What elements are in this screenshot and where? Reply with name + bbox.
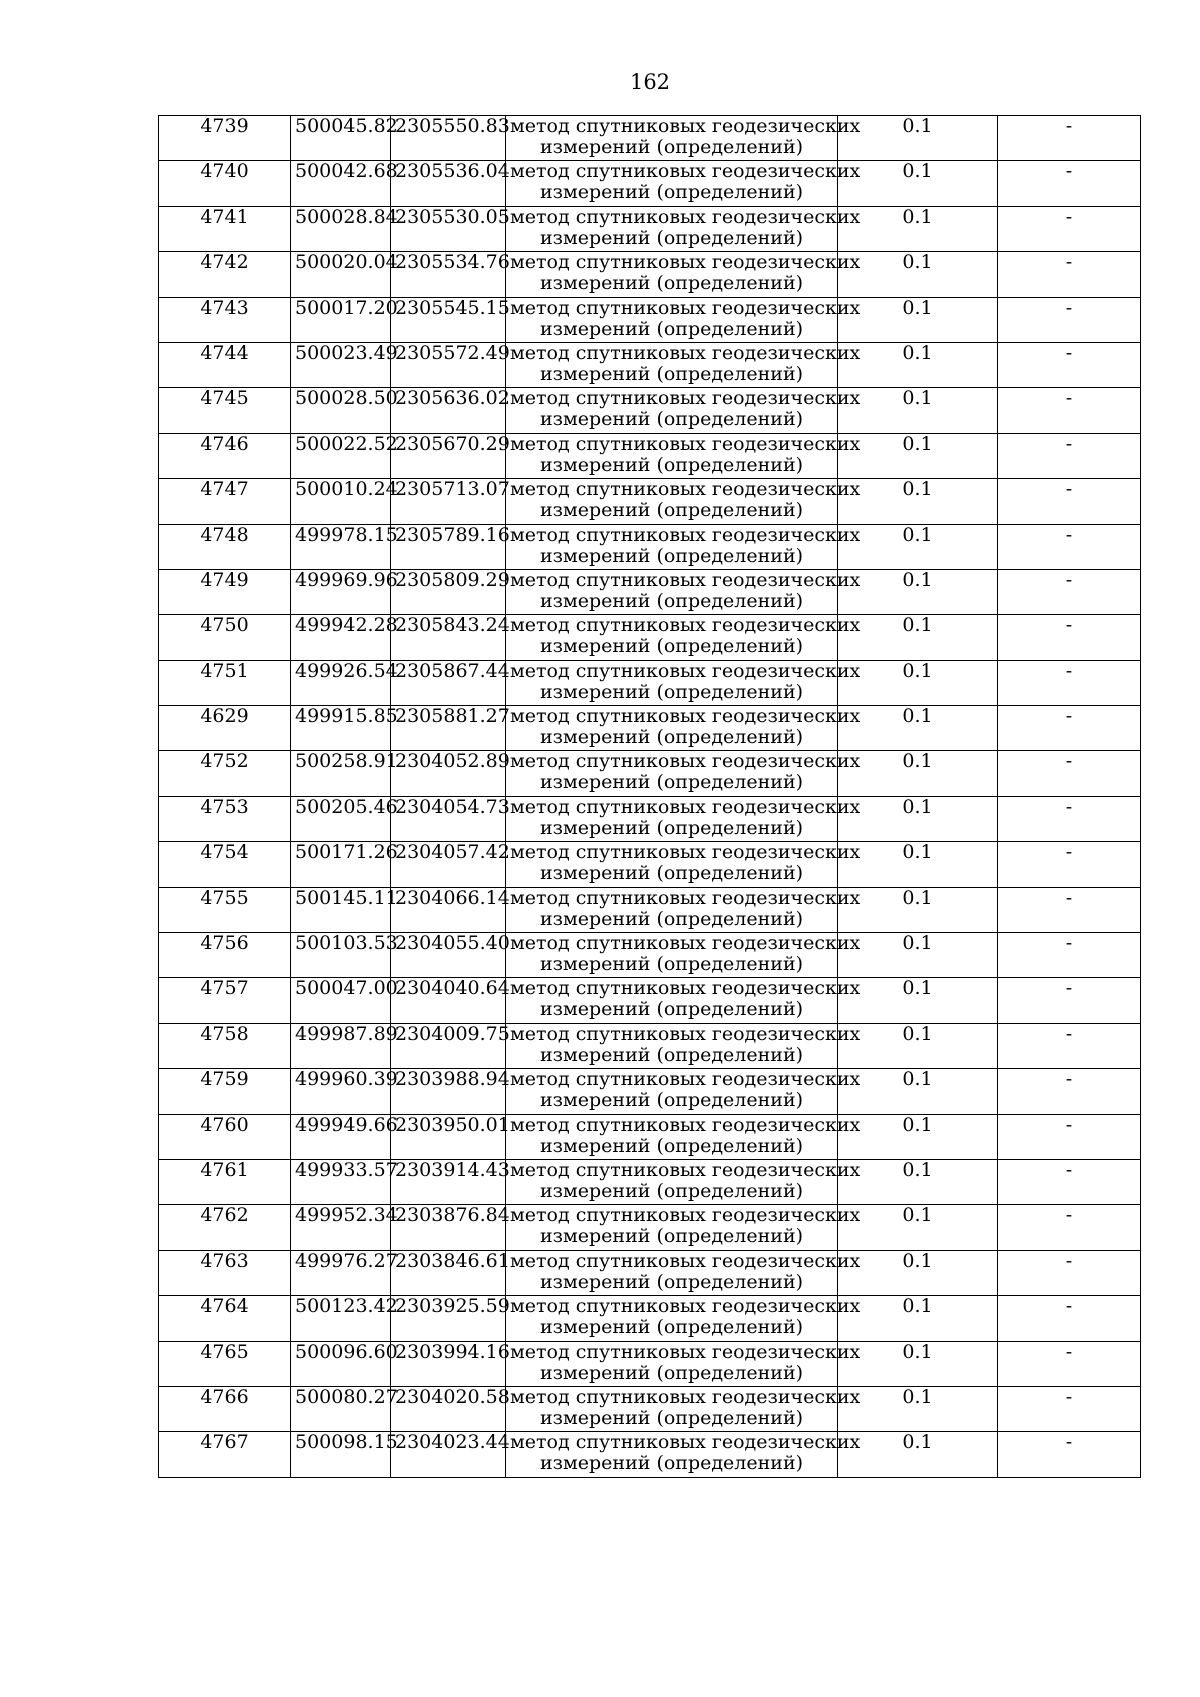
accuracy-cell: 0.1 <box>838 706 998 751</box>
page-number: 162 <box>629 70 671 94</box>
x-coordinate-cell: 500080.27 <box>291 1386 391 1431</box>
x-coordinate-cell: 499987.89 <box>291 1023 391 1068</box>
method-cell <box>506 341 861 387</box>
accuracy-cell: 0.1 <box>838 1250 998 1295</box>
method-line-2: измерений (определений) <box>539 907 804 930</box>
accuracy-cell: 0.1 <box>838 388 998 433</box>
table-row <box>159 933 1141 978</box>
method-cell <box>506 160 861 206</box>
x-coordinate-cell: 500098.15 <box>291 1432 391 1477</box>
method-line-2: измерений (определений) <box>539 317 804 340</box>
method-line-1: метод спутниковых геодезических <box>510 705 861 728</box>
method-line-2: измерений (определений) <box>539 771 804 794</box>
note-cell: - <box>998 1296 1141 1341</box>
method-cell <box>506 523 861 569</box>
x-coordinate-cell: 499960.39 <box>291 1069 391 1114</box>
x-coordinate-cell: 500171.26 <box>291 842 391 887</box>
method-line-1: метод спутниковых геодезических <box>510 1022 861 1045</box>
method-cell <box>506 750 861 796</box>
note-cell: - <box>998 433 1141 478</box>
point-number-cell: 4751 <box>159 660 291 705</box>
note-cell: - <box>998 751 1141 796</box>
method-line-2: измерений (определений) <box>539 1089 804 1112</box>
method-line-1: метод спутниковых геодезических <box>510 1295 861 1318</box>
y-coordinate-cell: 2304020.58 <box>391 1386 506 1431</box>
accuracy-cell: 0.1 <box>838 297 998 342</box>
table-row <box>159 796 1141 841</box>
method-cell <box>506 659 861 705</box>
x-coordinate-cell: 500123.42 <box>291 1296 391 1341</box>
note-cell: - <box>998 1205 1141 1250</box>
note-cell: - <box>998 1114 1141 1159</box>
y-coordinate-cell: 2305881.27 <box>391 706 506 751</box>
accuracy-cell: 0.1 <box>838 161 998 206</box>
method-line-1: метод спутниковых геодезических <box>510 932 861 955</box>
method-line-1: метод спутниковых геодезических <box>510 568 861 591</box>
table-row <box>159 342 1141 387</box>
method-cell <box>506 1249 861 1295</box>
x-coordinate-cell: 499978.15 <box>291 524 391 569</box>
table-row <box>159 569 1141 614</box>
point-number-cell: 4758 <box>159 1023 291 1068</box>
method-line-2: измерений (определений) <box>539 953 804 976</box>
point-number-cell: 4744 <box>159 342 291 387</box>
accuracy-cell: 0.1 <box>838 524 998 569</box>
accuracy-cell: 0.1 <box>838 1023 998 1068</box>
x-coordinate-cell: 499915.85 <box>291 706 391 751</box>
method-line-1: метод спутниковых геодезических <box>510 251 861 274</box>
note-cell: - <box>998 252 1141 297</box>
y-coordinate-cell: 2305636.02 <box>391 388 506 433</box>
note-cell: - <box>998 1069 1141 1114</box>
method-line-2: измерений (определений) <box>539 1452 804 1475</box>
note-cell: - <box>998 1023 1141 1068</box>
note-cell: - <box>998 479 1141 524</box>
method-line-2: измерений (определений) <box>539 408 804 431</box>
note-cell: - <box>998 1386 1141 1431</box>
method-line-1: метод спутниковых геодезических <box>510 1158 861 1181</box>
accuracy-cell: 0.1 <box>838 978 998 1023</box>
table-row <box>159 1296 1141 1341</box>
table-row <box>159 615 1141 660</box>
y-coordinate-cell: 2305789.16 <box>391 524 506 569</box>
note-cell: - <box>998 1250 1141 1295</box>
table-row <box>159 1159 1141 1204</box>
point-number-cell: 4741 <box>159 206 291 251</box>
point-number-cell: 4765 <box>159 1341 291 1386</box>
note-cell: - <box>998 161 1141 206</box>
accuracy-cell: 0.1 <box>838 252 998 297</box>
note-cell: - <box>998 615 1141 660</box>
y-coordinate-cell: 2305867.44 <box>391 660 506 705</box>
method-line-2: измерений (определений) <box>539 136 804 158</box>
point-number-cell: 4757 <box>159 978 291 1023</box>
point-number-cell: 4748 <box>159 524 291 569</box>
method-line-1: метод спутниковых геодезических <box>510 977 861 1000</box>
method-line-2: измерений (определений) <box>539 1406 804 1429</box>
x-coordinate-cell: 499926.54 <box>291 660 391 705</box>
y-coordinate-cell: 2303876.84 <box>391 1205 506 1250</box>
method-cell <box>506 1068 861 1114</box>
method-line-1: метод спутниковых геодезических <box>510 1385 861 1408</box>
x-coordinate-cell: 500042.68 <box>291 161 391 206</box>
point-number-cell: 4760 <box>159 1114 291 1159</box>
method-line-2: измерений (определений) <box>539 862 804 885</box>
table-row <box>159 116 1141 161</box>
method-cell <box>506 614 861 660</box>
y-coordinate-cell: 2305809.29 <box>391 569 506 614</box>
method-cell <box>506 886 861 932</box>
method-cell <box>506 387 861 433</box>
method-line-2: измерений (определений) <box>539 1270 804 1293</box>
point-number-cell: 4629 <box>159 706 291 751</box>
x-coordinate-cell: 500047.00 <box>291 978 391 1023</box>
point-number-cell: 4754 <box>159 842 291 887</box>
method-line-1: метод спутниковых геодезических <box>510 341 861 364</box>
table-row <box>159 524 1141 569</box>
point-number-cell: 4752 <box>159 751 291 796</box>
x-coordinate-cell: 500017.20 <box>291 297 391 342</box>
table-row <box>159 887 1141 932</box>
y-coordinate-cell: 2305545.15 <box>391 297 506 342</box>
note-cell: - <box>998 342 1141 387</box>
method-cell <box>506 977 861 1023</box>
method-line-1: метод спутниковых геодезических <box>510 432 861 455</box>
accuracy-cell: 0.1 <box>838 206 998 251</box>
y-coordinate-cell: 2304023.44 <box>391 1432 506 1477</box>
table-row <box>159 206 1141 251</box>
accuracy-cell: 0.1 <box>838 479 998 524</box>
accuracy-cell: 0.1 <box>838 342 998 387</box>
table-row <box>159 252 1141 297</box>
table-row <box>159 1205 1141 1250</box>
method-line-2: измерений (определений) <box>539 680 804 703</box>
point-number-cell: 4746 <box>159 433 291 478</box>
table-row <box>159 1341 1141 1386</box>
x-coordinate-cell: 500258.91 <box>291 751 391 796</box>
method-line-1: метод спутниковых геодезических <box>510 1249 861 1272</box>
y-coordinate-cell: 2305534.76 <box>391 252 506 297</box>
method-line-2: измерений (определений) <box>539 1043 804 1066</box>
note-cell: - <box>998 1341 1141 1386</box>
method-line-1: метод спутниковых геодезических <box>510 841 861 864</box>
method-cell <box>506 1295 861 1341</box>
accuracy-cell: 0.1 <box>838 1205 998 1250</box>
method-cell <box>506 1204 861 1250</box>
method-line-2: измерений (определений) <box>539 1361 804 1384</box>
note-cell: - <box>998 1159 1141 1204</box>
method-cell <box>506 1158 861 1204</box>
table-row <box>159 751 1141 796</box>
point-number-cell: 4743 <box>159 297 291 342</box>
note-cell: - <box>998 933 1141 978</box>
method-cell <box>506 115 861 161</box>
method-cell <box>506 841 861 887</box>
x-coordinate-cell: 500022.52 <box>291 433 391 478</box>
accuracy-cell: 0.1 <box>838 569 998 614</box>
point-number-cell: 4762 <box>159 1205 291 1250</box>
accuracy-cell: 0.1 <box>838 1432 998 1477</box>
method-line-2: измерений (определений) <box>539 1225 804 1248</box>
point-number-cell: 4742 <box>159 252 291 297</box>
method-line-1: метод спутниковых геодезических <box>510 1340 861 1363</box>
y-coordinate-cell: 2303846.61 <box>391 1250 506 1295</box>
accuracy-cell: 0.1 <box>838 433 998 478</box>
note-cell: - <box>998 116 1141 161</box>
point-number-cell: 4759 <box>159 1069 291 1114</box>
method-cell <box>506 1431 861 1477</box>
note-cell: - <box>998 206 1141 251</box>
y-coordinate-cell: 2303994.16 <box>391 1341 506 1386</box>
table-row <box>159 433 1141 478</box>
point-number-cell: 4745 <box>159 388 291 433</box>
table-row <box>159 660 1141 705</box>
method-line-1: метод спутниковых геодезических <box>510 160 861 183</box>
y-coordinate-cell: 2303914.43 <box>391 1159 506 1204</box>
point-number-cell: 4749 <box>159 569 291 614</box>
method-cell <box>506 932 861 978</box>
x-coordinate-cell: 499933.57 <box>291 1159 391 1204</box>
point-number-cell: 4756 <box>159 933 291 978</box>
accuracy-cell: 0.1 <box>838 1341 998 1386</box>
method-cell <box>506 568 861 614</box>
method-line-2: измерений (определений) <box>539 499 804 522</box>
x-coordinate-cell: 499976.27 <box>291 1250 391 1295</box>
method-line-1: метод спутниковых геодезических <box>510 886 861 909</box>
x-coordinate-cell: 499949.66 <box>291 1114 391 1159</box>
note-cell: - <box>998 842 1141 887</box>
method-line-1: метод спутниковых геодезических <box>510 205 861 228</box>
y-coordinate-cell: 2304057.42 <box>391 842 506 887</box>
x-coordinate-cell: 500045.82 <box>291 116 391 161</box>
method-line-1: метод спутниковых геодезических <box>510 523 861 546</box>
table-row <box>159 706 1141 751</box>
y-coordinate-cell: 2304052.89 <box>391 751 506 796</box>
accuracy-cell: 0.1 <box>838 116 998 161</box>
table-row <box>159 1250 1141 1295</box>
method-line-2: измерений (определений) <box>539 816 804 839</box>
x-coordinate-cell: 499952.34 <box>291 1205 391 1250</box>
method-line-1: метод спутниковых геодезических <box>510 1068 861 1091</box>
y-coordinate-cell: 2303950.01 <box>391 1114 506 1159</box>
note-cell: - <box>998 524 1141 569</box>
table-row <box>159 1386 1141 1431</box>
accuracy-cell: 0.1 <box>838 615 998 660</box>
coordinates-table <box>158 115 1141 1478</box>
method-line-2: измерений (определений) <box>539 1179 804 1202</box>
point-number-cell: 4764 <box>159 1296 291 1341</box>
method-cell <box>506 296 861 342</box>
method-line-2: измерений (определений) <box>539 226 804 249</box>
method-line-2: измерений (определений) <box>539 544 804 567</box>
note-cell: - <box>998 978 1141 1023</box>
method-line-2: измерений (определений) <box>539 1134 804 1157</box>
accuracy-cell: 0.1 <box>838 1114 998 1159</box>
table-row <box>159 1069 1141 1114</box>
method-line-2: измерений (определений) <box>539 635 804 658</box>
accuracy-cell: 0.1 <box>838 1296 998 1341</box>
method-line-2: измерений (определений) <box>539 998 804 1021</box>
point-number-cell: 4766 <box>159 1386 291 1431</box>
table-row <box>159 1432 1141 1477</box>
point-number-cell: 4767 <box>159 1432 291 1477</box>
accuracy-cell: 0.1 <box>838 933 998 978</box>
note-cell: - <box>998 569 1141 614</box>
x-coordinate-cell: 500103.53 <box>291 933 391 978</box>
method-cell <box>506 795 861 841</box>
method-line-1: метод спутниковых геодезических <box>510 296 861 319</box>
table-row <box>159 161 1141 206</box>
method-cell <box>506 1340 861 1386</box>
x-coordinate-cell: 500023.49 <box>291 342 391 387</box>
accuracy-cell: 0.1 <box>838 796 998 841</box>
method-line-2: измерений (определений) <box>539 272 804 295</box>
method-line-1: метод спутниковых геодезических <box>510 1204 861 1227</box>
y-coordinate-cell: 2305536.04 <box>391 161 506 206</box>
table-row <box>159 1114 1141 1159</box>
method-cell <box>506 205 861 251</box>
method-cell <box>506 705 861 751</box>
method-line-2: измерений (определений) <box>539 589 804 612</box>
point-number-cell: 4747 <box>159 479 291 524</box>
y-coordinate-cell: 2303988.94 <box>391 1069 506 1114</box>
method-line-1: метод спутниковых геодезических <box>510 795 861 818</box>
y-coordinate-cell: 2304009.75 <box>391 1023 506 1068</box>
y-coordinate-cell: 2305843.24 <box>391 615 506 660</box>
note-cell: - <box>998 297 1141 342</box>
x-coordinate-cell: 499942.28 <box>291 615 391 660</box>
coordinates-table-body <box>159 116 1141 1478</box>
point-number-cell: 4750 <box>159 615 291 660</box>
method-line-1: метод спутниковых геодезических <box>510 115 861 137</box>
accuracy-cell: 0.1 <box>838 751 998 796</box>
x-coordinate-cell: 500205.46 <box>291 796 391 841</box>
table-row <box>159 297 1141 342</box>
method-cell <box>506 1022 861 1068</box>
note-cell: - <box>998 388 1141 433</box>
point-number-cell: 4739 <box>159 116 291 161</box>
y-coordinate-cell: 2304054.73 <box>391 796 506 841</box>
x-coordinate-cell: 500028.50 <box>291 388 391 433</box>
y-coordinate-cell: 2304040.64 <box>391 978 506 1023</box>
method-line-1: метод спутниковых геодезических <box>510 1113 861 1136</box>
point-number-cell: 4755 <box>159 887 291 932</box>
method-cell <box>506 251 861 297</box>
note-cell: - <box>998 796 1141 841</box>
method-cell <box>506 1385 861 1431</box>
x-coordinate-cell: 500096.60 <box>291 1341 391 1386</box>
y-coordinate-cell: 2305670.29 <box>391 433 506 478</box>
method-line-1: метод спутниковых геодезических <box>510 1431 861 1454</box>
y-coordinate-cell: 2304055.40 <box>391 933 506 978</box>
x-coordinate-cell: 500020.04 <box>291 252 391 297</box>
table-row <box>159 842 1141 887</box>
method-cell <box>506 432 861 478</box>
table-row <box>159 479 1141 524</box>
table-row <box>159 388 1141 433</box>
note-cell: - <box>998 706 1141 751</box>
table-row <box>159 1023 1141 1068</box>
method-line-1: метод спутниковых геодезических <box>510 387 861 410</box>
point-number-cell: 4753 <box>159 796 291 841</box>
method-cell <box>506 1113 861 1159</box>
accuracy-cell: 0.1 <box>838 842 998 887</box>
y-coordinate-cell: 2305713.07 <box>391 479 506 524</box>
note-cell: - <box>998 660 1141 705</box>
y-coordinate-cell: 2305572.49 <box>391 342 506 387</box>
accuracy-cell: 0.1 <box>838 660 998 705</box>
accuracy-cell: 0.1 <box>838 1386 998 1431</box>
accuracy-cell: 0.1 <box>838 1159 998 1204</box>
method-line-1: метод спутниковых геодезических <box>510 614 861 637</box>
method-line-1: метод спутниковых геодезических <box>510 750 861 773</box>
y-coordinate-cell: 2304066.14 <box>391 887 506 932</box>
method-cell <box>506 478 861 524</box>
method-line-2: измерений (определений) <box>539 1316 804 1339</box>
note-cell: - <box>998 887 1141 932</box>
note-cell: - <box>998 1432 1141 1477</box>
table-row <box>159 978 1141 1023</box>
accuracy-cell: 0.1 <box>838 887 998 932</box>
accuracy-cell: 0.1 <box>838 1069 998 1114</box>
method-line-1: метод спутниковых геодезических <box>510 478 861 501</box>
method-line-2: измерений (определений) <box>539 726 804 749</box>
point-number-cell: 4761 <box>159 1159 291 1204</box>
point-number-cell: 4740 <box>159 161 291 206</box>
method-line-2: измерений (определений) <box>539 362 804 385</box>
y-coordinate-cell: 2303925.59 <box>391 1296 506 1341</box>
method-line-2: измерений (определений) <box>539 181 804 204</box>
point-number-cell: 4763 <box>159 1250 291 1295</box>
x-coordinate-cell: 499969.96 <box>291 569 391 614</box>
x-coordinate-cell: 500028.84 <box>291 206 391 251</box>
y-coordinate-cell: 2305530.05 <box>391 206 506 251</box>
y-coordinate-cell: 2305550.83 <box>391 116 506 161</box>
method-line-2: измерений (определений) <box>539 453 804 476</box>
method-line-1: метод спутниковых геодезических <box>510 659 861 682</box>
x-coordinate-cell: 500010.24 <box>291 479 391 524</box>
x-coordinate-cell: 500145.11 <box>291 887 391 932</box>
